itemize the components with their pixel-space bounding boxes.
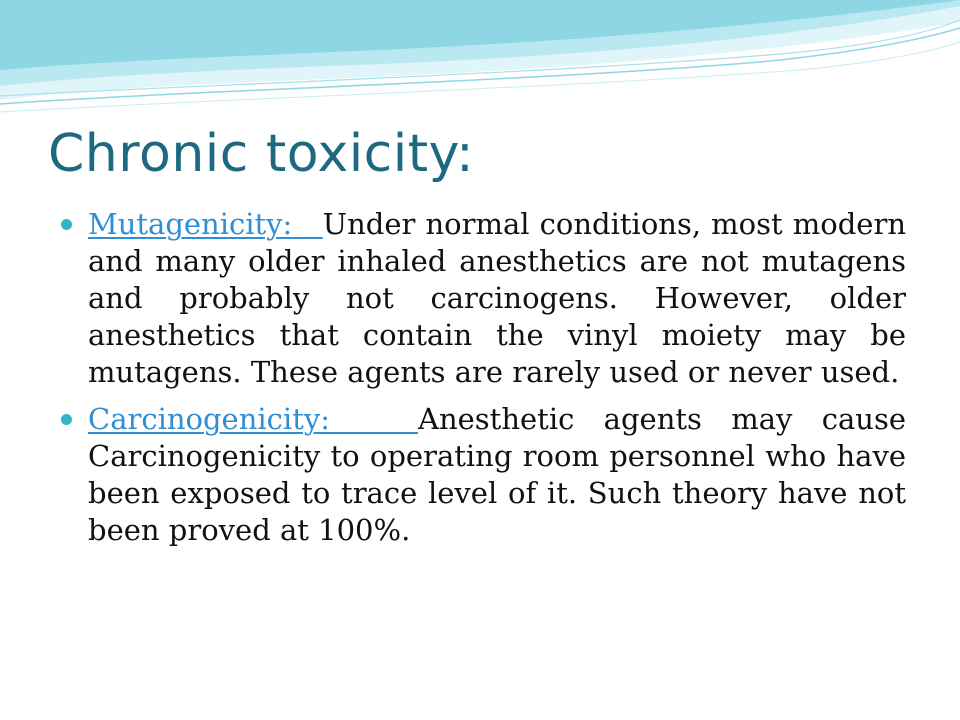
slide-title: Chronic toxicity: bbox=[48, 124, 475, 184]
bullet-text-carcinogenicity: Anesthetic agents may cause Carcinogenicity to operating room personnel who have been exposed to trace level of it. Such theory have not been proved at 100%. bbox=[88, 402, 907, 547]
term-mutagenicity: Mutagenicity: bbox=[88, 207, 293, 241]
bullet-list bbox=[60, 206, 906, 559]
bullet-dot-icon bbox=[61, 219, 72, 230]
term-underline-gap bbox=[292, 207, 322, 241]
bullet-item-carcinogenicity bbox=[60, 401, 906, 549]
header-wave-decoration bbox=[0, 0, 960, 120]
bullet-dot-icon bbox=[61, 414, 72, 425]
bullet-text-mutagenicity: Under normal conditions, most modern and many older inhaled anesthetics are not mutagens and probably not carcinogens. However, older anesthetics that contain the vinyl moiety may be mutagens. These agents are rarely used or never used. bbox=[88, 207, 906, 389]
term-carcinogenicity: Carcinogenicity: bbox=[88, 402, 330, 436]
bullet-item-mutagenicity bbox=[60, 206, 906, 391]
term-underline-gap bbox=[330, 402, 418, 436]
